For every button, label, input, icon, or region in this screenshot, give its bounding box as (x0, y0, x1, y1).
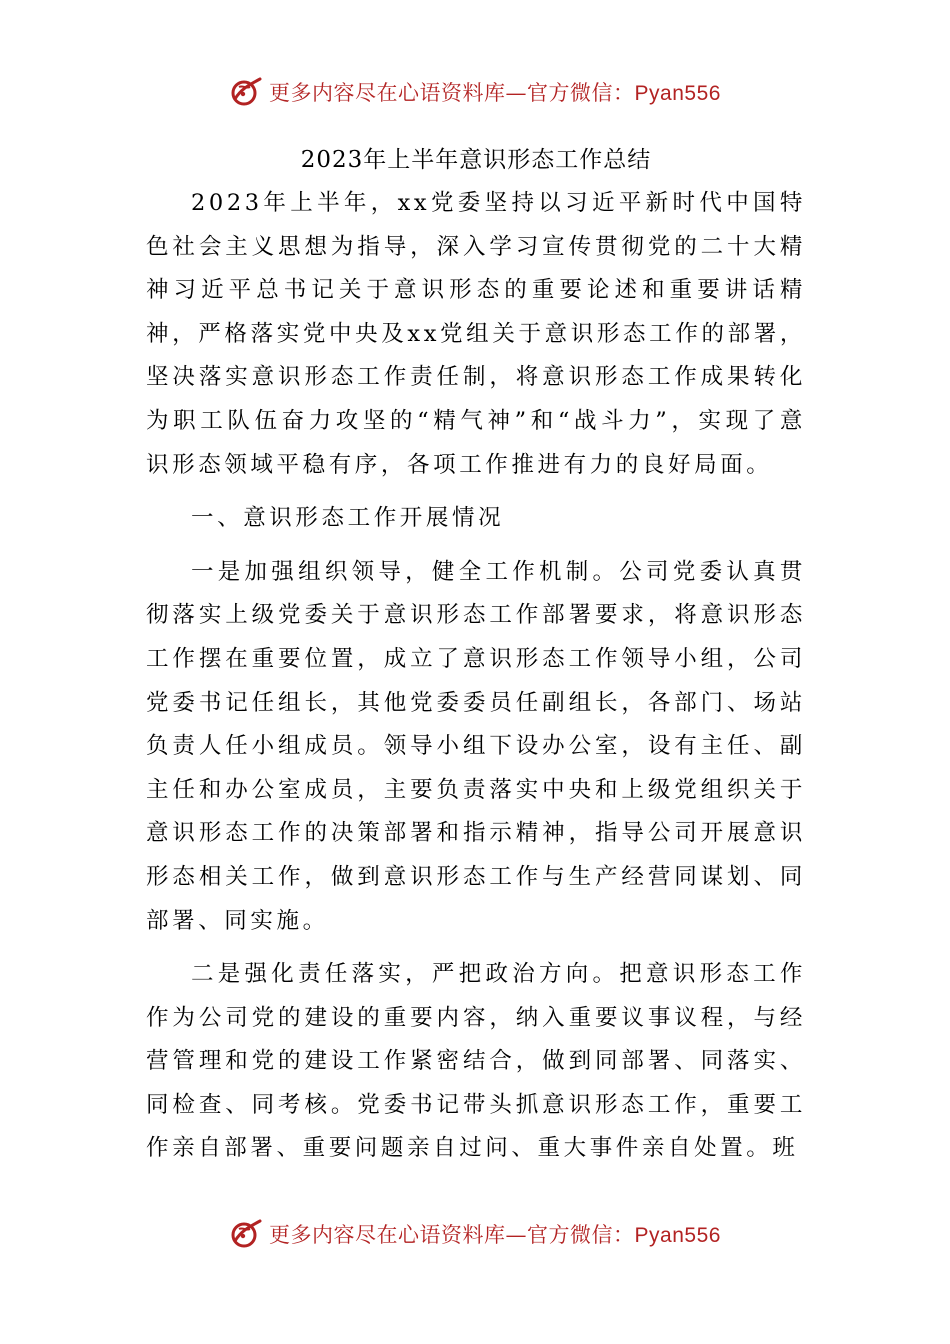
brush-logo-icon (229, 1217, 263, 1251)
section-paragraph-1: 一是加强组织领导，健全工作机制。公司党委认真贯彻落实上级党委关于意识形态工作部署要求，将意识形态工作摆在重要位置，成立了意识形态工作领导小组，公司党委书记任组长，其他党委委员任副组长，各部门、场站负责人任小组成员。领导小组下设办公室，设有主任、副主任和办公室成员，主要负责落实中央和上级党组织关于意识形态工作的决策部署和指示精神，指导公司开展意识形态相关工作，做到意识形态工作与生产经营同谋划、同部署、同实施。 (146, 558, 806, 934)
banner-dash: — (505, 1223, 528, 1247)
document-title: 2023年上半年意识形态工作总结 (300, 147, 652, 173)
banner-wechat-label: 官方微信： (527, 1223, 635, 1247)
document-body (146, 138, 806, 1171)
banner-wechat-label: 官方微信： (527, 81, 635, 105)
header-banner (0, 72, 950, 112)
section-heading: 一、意识形态工作开展情况 (191, 505, 505, 532)
banner-dash: — (505, 81, 528, 105)
banner-promo: 更多内容尽在心语资料库 (269, 81, 506, 105)
brush-logo-icon (229, 75, 263, 109)
banner-promo: 更多内容尽在心语资料库 (269, 1223, 506, 1247)
banner-wechat-id: Pyan556 (634, 1224, 721, 1247)
banner-text (269, 77, 721, 107)
section-paragraph-2: 二是强化责任落实，严把政治方向。把意识形态工作作为公司党的建设的重要内容，纳入重要议事议程，与经营管理和党的建设工作紧密结合，做到同部署、同落实、同检查、同考核。党委书记带头抓意识形态工作，重要工作亲自部署、重要问题亲自过问、重大事件亲自处置。班 (146, 961, 806, 1162)
banner-wechat-id: Pyan556 (634, 82, 721, 105)
banner-text (269, 1219, 721, 1249)
footer-banner (0, 1214, 950, 1254)
intro-paragraph: 2023年上半年，xx党委坚持以习近平新时代中国特色社会主义思想为指导，深入学习宣传贯彻党的二十大精神习近平总书记关于意识形态的重要论述和重要讲话精神，严格落实党中央及xx党组关于意识形态工作的部署，坚决落实意识形态工作责任制，将意识形态工作成果转化为职工队伍奋力攻坚的“精气神”和“战斗力”，实现了意识形态领域平稳有序，各项工作推进有力的良好局面。 (146, 190, 806, 478)
